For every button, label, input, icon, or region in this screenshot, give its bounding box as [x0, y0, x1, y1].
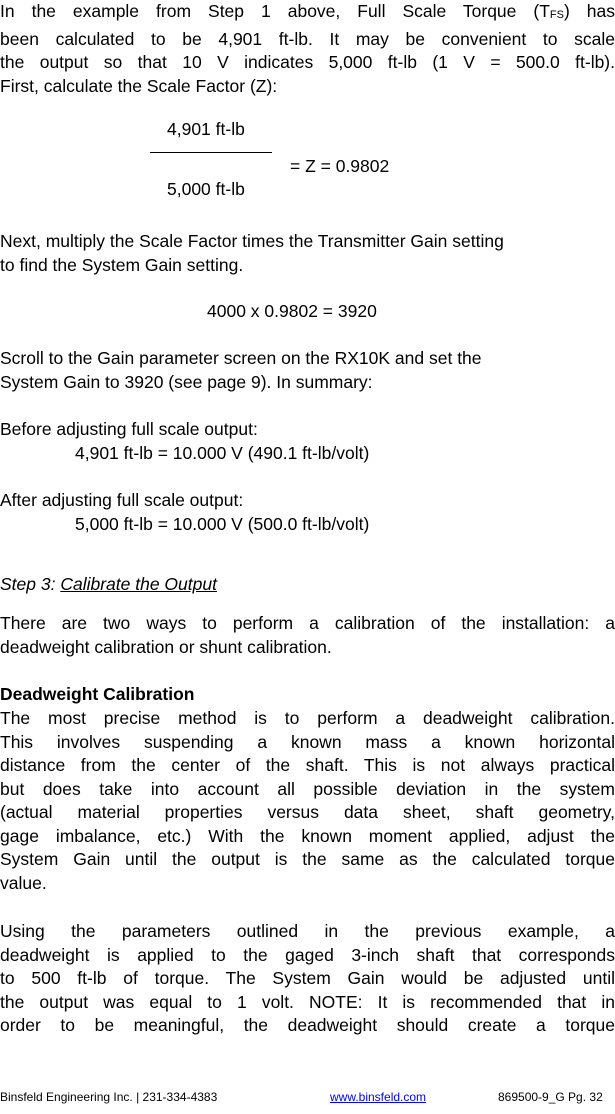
formula-numerator: 4,901 ft-lb [167, 119, 245, 139]
formula-result: = Z = 0.9802 [290, 156, 390, 176]
footer-company: Binsfeld Engineering Inc. | 231-334-4383 [0, 1090, 218, 1104]
fraction-bar [150, 152, 272, 153]
scroll-line-2: System Gain to 3920 (see page 9). In summary: [0, 372, 373, 392]
footer-doc-page: 869500-9_G Pg. 32 [498, 1090, 603, 1104]
gain-calculation: 4000 x 0.9802 = 3920 [207, 301, 377, 321]
deadweight-line: This involves suspending a known mass a known horizontal [0, 731, 615, 752]
step3-prefix: Step 3: [0, 574, 61, 594]
using-line: to 500 ft-lb of torque. The System Gain would be adjusted until [0, 968, 615, 988]
before-label: Before adjusting full scale output: [0, 419, 258, 439]
intro-line-1: In the example from Step 1 above, Full Scale Torque $(T_{FS})$ has [0, 1, 615, 21]
deadweight-line: (actual material properties versus data sheet, shaft geometry, [0, 802, 615, 822]
footer-website-link[interactable]: www.binsfeld.com [330, 1090, 427, 1104]
deadweight-line: distance from the center of the shaft. This is not always practical [0, 755, 615, 775]
step3-title: Calibrate the Output [60, 574, 217, 594]
ways-paragraph [0, 612, 615, 659]
deadweight-line: gage imbalance, etc.) With the known moment applied, adjust the [0, 825, 615, 846]
deadweight-heading: Deadweight Calibration [0, 684, 195, 704]
using-line: Using the parameters outlined in the previous example, a [0, 921, 615, 941]
formula-denominator: 5,000 ft-lb [167, 179, 245, 199]
after-value: 5,000 ft-lb = 10.000 V (500.0 ft-lb/volt) [75, 514, 370, 534]
intro-paragraph [0, 0, 615, 98]
deadweight-line: System Gain until the output is the same as the calculated torque [0, 849, 615, 869]
after-label: After adjusting full scale output: [0, 490, 244, 510]
using-line: order to be meaningful, the deadweight should create a torque [0, 1015, 615, 1035]
scroll-line-1: Scroll to the Gain parameter screen on the RX10K and set the [0, 348, 482, 368]
before-value: 4,901 ft-lb = 10.000 V (490.1 ft-lb/volt) [75, 443, 370, 463]
intro-line-2: been calculated to be 4,901 ft-lb. It may be convenient to scale [0, 28, 615, 49]
using-line: the output was equal to 1 volt. NOTE: It is recommended that in [0, 991, 615, 1012]
deadweight-paragraph [0, 707, 615, 895]
intro-line-4: First, calculate the Scale Factor (Z): [0, 75, 278, 96]
intro-line-3: the output so that 10 V indicates 5,000 ft-lb (1 V = 500.0 ft-lb). [0, 52, 615, 72]
deadweight-line: The most precise method is to perform a deadweight calibration. [0, 708, 615, 728]
ways-line-1: There are two ways to perform a calibration of the installation: a [0, 613, 615, 633]
using-line: deadweight is applied to the gaged 3-inch shaft that corresponds [0, 944, 615, 965]
step3-heading [0, 573, 217, 597]
deadweight-line: but does take into account all possible deviation in the system [0, 778, 615, 799]
next-line-2: to find the System Gain setting. [0, 255, 244, 275]
next-line-1: Next, multiply the Scale Factor times the Transmitter Gain setting [0, 231, 504, 251]
fs-subscript: FS [549, 9, 564, 21]
deadweight-line: value. [0, 872, 47, 893]
using-paragraph [0, 920, 615, 1038]
ways-line-2: deadweight calibration or shunt calibration. [0, 636, 332, 657]
